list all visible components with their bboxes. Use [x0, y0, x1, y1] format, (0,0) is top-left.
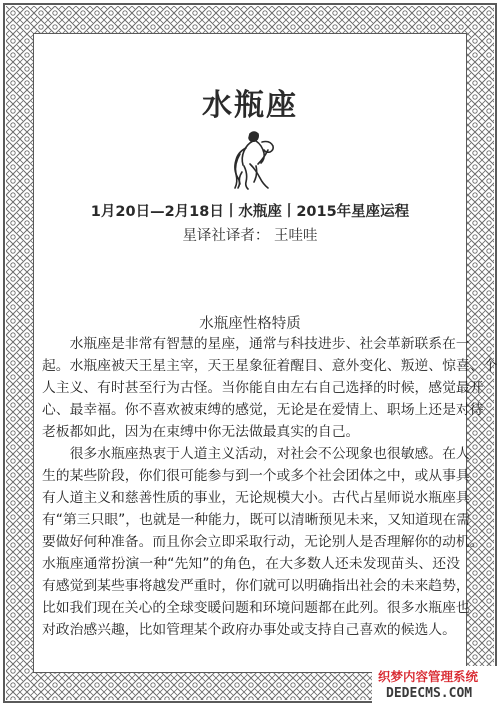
text-line: 很多水瓶座热衷于人道主义活动，对社会不公现象也很敏感。在人: [42, 446, 470, 462]
text-line: 人主义、有时甚至行为古怪。当你能自由左右自己选择的时候，感觉最开: [42, 380, 484, 396]
text-line: 水瓶座是非常有智慧的星座，通常与科技进步、社会革新联系在一: [42, 336, 470, 352]
text-line: 对政治感兴趣，比如管理某个政府办事处或支持自己喜欢的候选人。: [42, 622, 456, 638]
section-heading: 水瓶座性格特质: [199, 316, 301, 332]
date-range-subtitle: 1月20日—2月18日丨水瓶座丨2015年星座运程: [90, 204, 410, 220]
text-line: 要做好何种准备。而且你会立即采取行动，无论别人是否理解你的动机。: [42, 534, 484, 550]
watermark-domain: DEDECMS.COM: [386, 686, 473, 701]
aquarius-figure-icon: [226, 128, 276, 190]
article-body: [42, 333, 498, 641]
text-line: 比如我们现在关心的全球变暖问题和环境问题都在此列。很多水瓶座也: [42, 600, 470, 616]
text-line: 有人道主义和慈善性质的事业，无论规模大小。古代占星师说水瓶座具: [42, 490, 470, 506]
text-line: 起。水瓶座被天王星主宰，天王星象征着醒目、意外变化、叛逆、惊喜、个: [42, 358, 498, 374]
text-line: 水瓶座通常扮演一种“先知”的角色，在大多数人还未发现苗头、还没: [42, 556, 460, 572]
text-line: 心、最幸福。你不喜欢被束缚的感觉，无论是在爱情上、职场上还是对待: [42, 402, 484, 418]
translator-credit: 星译社译者： 王哇哇: [182, 228, 318, 244]
text-line: 老板都如此，因为在束缚中你无法做最真实的自己。: [42, 424, 360, 440]
text-line: 有“第三只眼”，也就是一种能力，既可以清晰预见未来，又知道现在需: [42, 512, 471, 528]
text-line: 有感觉到某些事将越发严重时，你们就可以明确指出社会的未来趋势，: [42, 578, 470, 594]
watermark-cms-name: 织梦内容管理系统: [378, 669, 479, 684]
text-line: 生的某些阶段，你们很可能参与到一个或多个社会团体之中，或从事具: [42, 468, 470, 484]
site-watermark: [372, 666, 498, 706]
page-title: 水瓶座: [202, 88, 298, 123]
